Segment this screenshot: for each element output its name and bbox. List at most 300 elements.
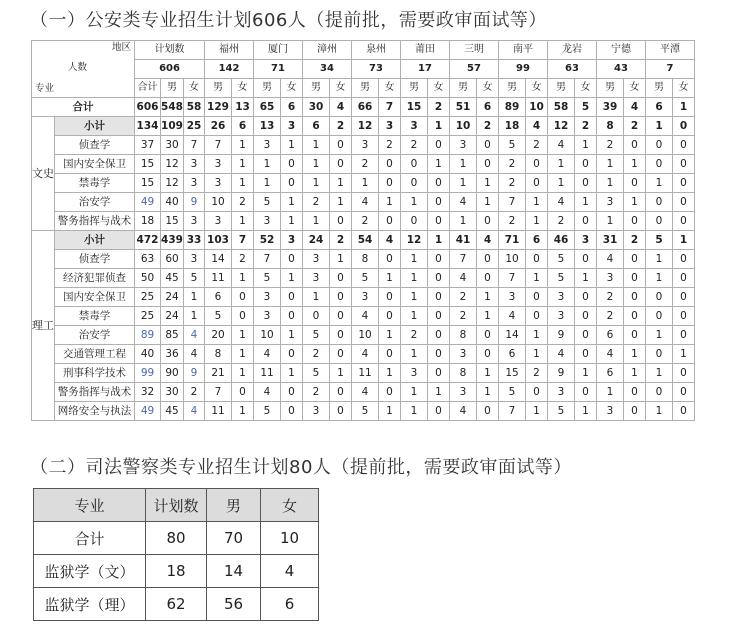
table-cell: 1	[526, 402, 548, 421]
table-cell: 0	[624, 307, 646, 326]
table-cell: 1	[597, 155, 624, 174]
table-cell: 0	[330, 345, 352, 364]
table-cell: 2	[303, 345, 330, 364]
table-cell: 4	[548, 345, 575, 364]
table-cell: 1	[303, 212, 330, 231]
major-label: 刑事科学技术	[55, 364, 135, 383]
table-cell: 3	[303, 250, 330, 269]
table-cell: 6	[646, 98, 673, 117]
female-col-header: 女	[428, 79, 450, 98]
table-cell: 1	[330, 250, 352, 269]
table-cell: 1	[379, 269, 401, 288]
major-label: 警务指挥与战术	[55, 383, 135, 402]
table-cell: 1	[330, 193, 352, 212]
table-cell: 1	[379, 326, 401, 345]
table-cell: 2	[499, 174, 526, 193]
table-cell: 14	[205, 250, 232, 269]
table-cell: 0	[526, 288, 548, 307]
table-cell: 0	[526, 250, 548, 269]
table-cell: 1	[477, 193, 499, 212]
table-cell: 0	[281, 402, 303, 421]
table-cell: 0	[673, 364, 695, 383]
table-cell: 5	[184, 269, 205, 288]
table-cell: 3	[205, 155, 232, 174]
table-cell: 1	[401, 345, 428, 364]
table-cell: 5	[205, 307, 232, 326]
table-cell: 0	[428, 136, 450, 155]
major-label: 国内安全保卫	[55, 288, 135, 307]
table-cell: 0	[673, 269, 695, 288]
table-cell: 6	[232, 117, 254, 136]
table-cell: 1	[526, 212, 548, 231]
table-cell: 0	[477, 402, 499, 421]
table-cell: 4	[548, 193, 575, 212]
table-cell: 7	[232, 231, 254, 250]
table-cell: 3	[548, 288, 575, 307]
table-cell: 0	[428, 212, 450, 231]
female-col-header: 女	[624, 79, 646, 98]
table-cell: 4	[184, 345, 205, 364]
major-label: 网络安全与执法	[55, 402, 135, 421]
table-cell: 1	[428, 117, 450, 136]
table-cell: 439	[161, 231, 184, 250]
table-cell: 10	[254, 326, 281, 345]
table-cell: 1	[428, 231, 450, 250]
table-cell: 0	[428, 326, 450, 345]
table-cell: 3	[352, 136, 379, 155]
table-cell: 0	[428, 288, 450, 307]
table-cell: 0	[646, 212, 673, 231]
table-cell: 1	[548, 174, 575, 193]
table-cell: 3	[499, 288, 526, 307]
table-cell: 5	[575, 98, 597, 117]
table-cell: 1	[526, 345, 548, 364]
table-cell: 3	[303, 269, 330, 288]
table-cell: 0	[428, 345, 450, 364]
table-cell: 0	[379, 383, 401, 402]
table-cell: 0	[575, 345, 597, 364]
region-plan-cell: 71	[254, 60, 303, 79]
table-cell: 45	[161, 269, 184, 288]
male-header: 男	[207, 489, 261, 522]
table-cell: 1	[428, 155, 450, 174]
table-cell: 6	[303, 117, 330, 136]
table-cell: 1	[477, 364, 499, 383]
table-cell: 1	[401, 250, 428, 269]
table-cell: 2	[450, 307, 477, 326]
male-col-header: 男	[401, 79, 428, 98]
table-cell: 4	[477, 231, 499, 250]
table-cell: 11	[205, 269, 232, 288]
major-cell: 监狱学（文）	[34, 555, 146, 588]
female-col-header: 女	[673, 79, 695, 98]
table-cell: 3	[597, 193, 624, 212]
table-cell: 13	[254, 117, 281, 136]
table-cell: 0	[428, 193, 450, 212]
table-cell: 0	[624, 402, 646, 421]
male-col-header: 男	[352, 79, 379, 98]
table-row	[32, 269, 695, 288]
table-header-row	[32, 41, 695, 60]
table-cell: 3	[184, 155, 205, 174]
table-row	[32, 402, 695, 421]
table-cell: 5	[254, 193, 281, 212]
table-cell: 0	[624, 326, 646, 345]
table-cell: 6	[499, 345, 526, 364]
table-cell: 6	[477, 98, 499, 117]
region-plan-cell: 17	[401, 60, 450, 79]
table-cell: 2	[352, 212, 379, 231]
table-cell: 8	[450, 326, 477, 345]
section-title-police: （一）公安类专业招生计划606人（提前批，需要政审面试等）	[30, 10, 547, 31]
table-cell: 0	[379, 307, 401, 326]
judicial-enrollment-table	[33, 488, 319, 621]
table-cell: 1	[597, 174, 624, 193]
table-cell: 1	[401, 402, 428, 421]
table-cell: 0	[477, 345, 499, 364]
table-cell: 49	[135, 193, 161, 212]
table-cell: 7	[450, 250, 477, 269]
table-cell: 1	[303, 174, 330, 193]
plan-total-header: 606	[135, 60, 205, 79]
table-cell: 1	[232, 364, 254, 383]
table-cell: 4	[624, 98, 646, 117]
table-cell: 25	[184, 117, 205, 136]
table-cell: 0	[379, 345, 401, 364]
region-header: 莆田	[401, 41, 450, 60]
table-cell: 18	[135, 212, 161, 231]
table-cell: 5	[254, 269, 281, 288]
region-plan-cell: 63	[548, 60, 597, 79]
table-cell: 51	[450, 98, 477, 117]
table-cell: 15	[161, 212, 184, 231]
table-cell: 129	[205, 98, 232, 117]
table-cell: 4	[352, 345, 379, 364]
table-cell: 0	[477, 269, 499, 288]
table-row	[32, 155, 695, 174]
table-row	[32, 136, 695, 155]
table-cell: 8	[352, 250, 379, 269]
female-col-header: 女	[330, 79, 352, 98]
table-cell: 0	[673, 288, 695, 307]
major-label: 侦查学	[55, 250, 135, 269]
table-cell: 1	[646, 117, 673, 136]
table-cell: 6	[597, 326, 624, 345]
table-cell: 1	[254, 174, 281, 193]
table-cell: 60	[161, 250, 184, 269]
table-cell: 3	[254, 288, 281, 307]
table-cell: 7	[499, 193, 526, 212]
table-cell: 90	[161, 364, 184, 383]
table-cell: 12	[548, 117, 575, 136]
table-cell: 1	[281, 269, 303, 288]
table-cell: 0	[281, 307, 303, 326]
table-cell: 7	[254, 250, 281, 269]
table-cell: 4	[254, 383, 281, 402]
table-cell: 1	[624, 345, 646, 364]
table-cell: 1	[624, 193, 646, 212]
table-cell: 1	[281, 136, 303, 155]
table-cell: 1	[575, 269, 597, 288]
table-cell: 2	[477, 117, 499, 136]
female-header: 女	[261, 489, 319, 522]
table-cell: 31	[597, 231, 624, 250]
table-cell: 1	[401, 288, 428, 307]
table-cell: 5	[352, 269, 379, 288]
table-cell: 30	[303, 98, 330, 117]
table-cell: 10	[526, 98, 548, 117]
table-row	[34, 588, 319, 621]
table-cell: 0	[379, 250, 401, 269]
table-cell: 1	[477, 383, 499, 402]
table-cell: 1	[184, 307, 205, 326]
table-cell: 4	[379, 231, 401, 250]
table-cell: 0	[673, 155, 695, 174]
table-cell: 52	[254, 231, 281, 250]
table-cell: 0	[575, 250, 597, 269]
table-cell: 1	[232, 155, 254, 174]
female-col-header: 女	[477, 79, 499, 98]
total-row	[32, 98, 695, 117]
plan-cell: 62	[146, 588, 207, 621]
table-cell: 3	[352, 288, 379, 307]
table-cell: 0	[281, 383, 303, 402]
table-cell: 2	[597, 136, 624, 155]
table-cell: 3	[548, 383, 575, 402]
region-plan-cell: 7	[646, 60, 695, 79]
table-cell: 4	[450, 402, 477, 421]
table-cell: 1	[232, 174, 254, 193]
table-cell: 0	[281, 250, 303, 269]
major-cell: 监狱学（理）	[34, 588, 146, 621]
table-cell: 0	[526, 383, 548, 402]
table-cell: 2	[303, 193, 330, 212]
major-label: 禁毒学	[55, 174, 135, 193]
table-cell: 0	[526, 174, 548, 193]
table-cell: 0	[330, 288, 352, 307]
female-cell: 4	[261, 555, 319, 588]
table-cell: 1	[401, 383, 428, 402]
table-cell: 0	[624, 269, 646, 288]
table-cell: 2	[624, 117, 646, 136]
table-cell: 0	[624, 383, 646, 402]
male-col-header: 男	[499, 79, 526, 98]
table-cell: 0	[303, 307, 330, 326]
table-cell: 1	[281, 364, 303, 383]
table-cell: 66	[352, 98, 379, 117]
region-header: 宁德	[597, 41, 646, 60]
male-cell: 14	[207, 555, 261, 588]
table-cell: 3	[450, 345, 477, 364]
major-label: 禁毒学	[55, 307, 135, 326]
male-col-header: 男	[646, 79, 673, 98]
table-cell: 0	[401, 155, 428, 174]
table-cell: 63	[135, 250, 161, 269]
table-row	[32, 326, 695, 345]
table-cell: 5	[303, 364, 330, 383]
table-cell: 1	[281, 212, 303, 231]
table-row	[34, 522, 319, 555]
region-plan-cell: 99	[499, 60, 548, 79]
female-cell: 10	[261, 522, 319, 555]
table-cell: 4	[450, 193, 477, 212]
table-cell: 1	[597, 212, 624, 231]
table-cell: 10	[450, 117, 477, 136]
table-row	[32, 288, 695, 307]
table-cell: 6	[597, 364, 624, 383]
table-cell: 1	[597, 383, 624, 402]
table-cell: 109	[161, 117, 184, 136]
table-cell: 0	[379, 288, 401, 307]
region-header: 三明	[450, 41, 499, 60]
region-plan-cell: 43	[597, 60, 646, 79]
table-cell: 7	[205, 136, 232, 155]
table-cell: 24	[303, 231, 330, 250]
table-cell: 5	[548, 269, 575, 288]
table-cell: 0	[624, 174, 646, 193]
table-cell: 1	[673, 345, 695, 364]
female-col-header: 女	[281, 79, 303, 98]
table-cell: 1	[401, 269, 428, 288]
table-cell: 1	[330, 174, 352, 193]
table-cell: 3	[401, 364, 428, 383]
table-cell: 2	[624, 231, 646, 250]
table-cell: 32	[135, 383, 161, 402]
table-cell: 85	[161, 326, 184, 345]
male-col-header: 男	[450, 79, 477, 98]
table-cell: 0	[428, 250, 450, 269]
table-cell: 0	[575, 174, 597, 193]
table-cell: 2	[597, 307, 624, 326]
table-cell: 4	[352, 383, 379, 402]
corner-header-cell	[32, 41, 135, 98]
table-cell: 1	[352, 174, 379, 193]
table-cell: 9	[184, 364, 205, 383]
table-cell: 3	[281, 117, 303, 136]
table-cell: 3	[303, 402, 330, 421]
table-cell: 41	[450, 231, 477, 250]
table-cell: 1	[379, 193, 401, 212]
table-row	[32, 212, 695, 231]
table-cell: 0	[401, 174, 428, 193]
table-cell: 0	[477, 212, 499, 231]
major-label: 交通管理工程	[55, 345, 135, 364]
plan-header: 计划数	[146, 489, 207, 522]
male-col-header: 男	[254, 79, 281, 98]
table-cell: 0	[428, 402, 450, 421]
table-cell: 5	[548, 250, 575, 269]
subtotal-label: 小计	[55, 231, 135, 250]
table-cell: 46	[548, 231, 575, 250]
table-row	[32, 364, 695, 383]
table-cell: 10	[499, 250, 526, 269]
table-cell: 49	[135, 402, 161, 421]
table-cell: 58	[184, 98, 205, 117]
table-row	[32, 383, 695, 402]
table-cell: 1	[646, 269, 673, 288]
table-cell: 1	[303, 136, 330, 155]
table-cell: 3	[205, 174, 232, 193]
table-cell: 11	[254, 364, 281, 383]
table-row	[32, 307, 695, 326]
plan-cell: 80	[146, 522, 207, 555]
table-cell: 0	[477, 250, 499, 269]
table-cell: 0	[281, 345, 303, 364]
region-header: 漳州	[303, 41, 352, 60]
table-cell: 0	[575, 326, 597, 345]
table-cell: 2	[330, 231, 352, 250]
table-cell: 3	[379, 117, 401, 136]
table-cell: 0	[673, 402, 695, 421]
female-col-header: 女	[526, 79, 548, 98]
group-label: 文史	[32, 117, 55, 231]
male-col-header: 男	[205, 79, 232, 98]
table-cell: 7	[499, 269, 526, 288]
major-cell: 合计	[34, 522, 146, 555]
table-cell: 7	[205, 383, 232, 402]
table-cell: 0	[379, 174, 401, 193]
table-cell: 1	[646, 250, 673, 269]
table-cell: 7	[499, 402, 526, 421]
subtotal-row	[32, 117, 695, 136]
table-cell: 1	[575, 136, 597, 155]
table-cell: 0	[281, 174, 303, 193]
table-cell: 3	[575, 231, 597, 250]
table-cell: 1	[401, 307, 428, 326]
table-cell: 1	[450, 212, 477, 231]
table-cell: 2	[597, 288, 624, 307]
table-cell: 0	[673, 383, 695, 402]
table-cell: 0	[673, 174, 695, 193]
table-cell: 89	[499, 98, 526, 117]
table-cell: 12	[352, 117, 379, 136]
region-plan-cell: 57	[450, 60, 499, 79]
table-cell: 39	[597, 98, 624, 117]
table-cell: 89	[135, 326, 161, 345]
table-cell: 5	[499, 383, 526, 402]
table-cell: 18	[499, 117, 526, 136]
table-cell: 3	[597, 269, 624, 288]
table-cell: 2	[232, 193, 254, 212]
table-cell: 134	[135, 117, 161, 136]
table-cell: 36	[161, 345, 184, 364]
table-cell: 20	[205, 326, 232, 345]
table-cell: 25	[135, 307, 161, 326]
table-cell: 0	[330, 155, 352, 174]
female-cell: 6	[261, 588, 319, 621]
table-cell: 4	[254, 345, 281, 364]
table-cell: 3	[450, 136, 477, 155]
table-cell: 1	[450, 174, 477, 193]
table-cell: 1	[646, 402, 673, 421]
region-header: 龙岩	[548, 41, 597, 60]
table-cell: 40	[161, 193, 184, 212]
table-cell: 45	[161, 402, 184, 421]
table-cell: 37	[135, 136, 161, 155]
table-row	[32, 174, 695, 193]
table-cell: 1	[575, 364, 597, 383]
table-cell: 0	[477, 155, 499, 174]
table-cell: 0	[624, 250, 646, 269]
table-cell: 1	[184, 288, 205, 307]
table-cell: 24	[161, 288, 184, 307]
table-cell: 14	[499, 326, 526, 345]
table-cell: 8	[205, 345, 232, 364]
table-cell: 0	[646, 383, 673, 402]
table-cell: 11	[352, 364, 379, 383]
table-cell: 1	[428, 383, 450, 402]
table-cell: 1	[575, 402, 597, 421]
